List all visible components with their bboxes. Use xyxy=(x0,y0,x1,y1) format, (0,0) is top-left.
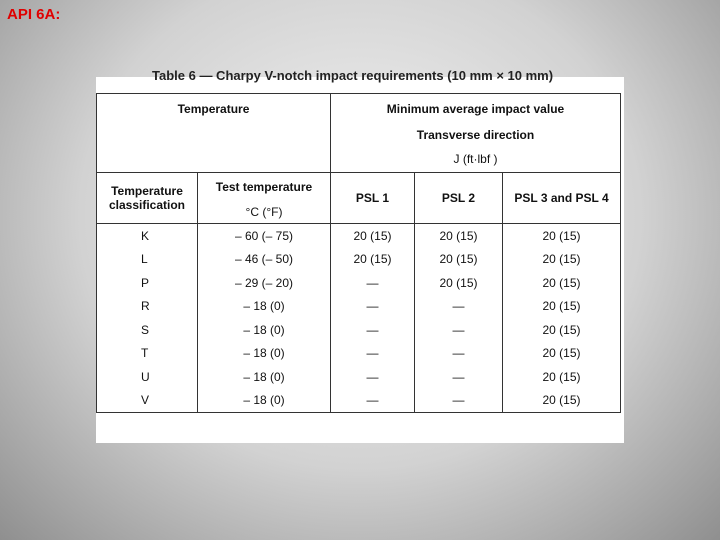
cell-classification: V xyxy=(97,389,198,413)
header-temperature-spacer xyxy=(97,124,331,146)
cell-psl2: — xyxy=(415,295,503,319)
cell-classification: K xyxy=(97,224,198,248)
cell-psl34: 20 (15) xyxy=(503,342,621,366)
header-psl2: PSL 2 xyxy=(415,173,503,224)
cell-psl1: — xyxy=(331,318,415,342)
cell-psl1: — xyxy=(331,342,415,366)
header-test-temperature: Test temperature xyxy=(198,173,331,202)
slide-title: API 6A: xyxy=(7,6,61,23)
table-row xyxy=(97,271,621,295)
cell-test-temperature: – 18 (0) xyxy=(198,342,331,366)
cell-classification: L xyxy=(97,248,198,272)
header-test-temp-units: °C (°F) xyxy=(198,201,331,224)
cell-psl2: — xyxy=(415,342,503,366)
cell-test-temperature: – 18 (0) xyxy=(198,318,331,342)
cell-test-temperature: – 60 (– 75) xyxy=(198,224,331,248)
table-row xyxy=(97,224,621,248)
cell-psl1: 20 (15) xyxy=(331,248,415,272)
cell-psl2: 20 (15) xyxy=(415,271,503,295)
cell-psl34: 20 (15) xyxy=(503,271,621,295)
header-min-avg-impact: Minimum average impact value xyxy=(331,94,621,125)
cell-test-temperature: – 46 (– 50) xyxy=(198,248,331,272)
cell-psl1: — xyxy=(331,389,415,413)
table-caption: Table 6 — Charpy V-notch impact requirements (10 mm × 10 mm) xyxy=(152,68,554,83)
impact-requirements-table xyxy=(96,93,621,413)
cell-psl2: — xyxy=(415,365,503,389)
table-row xyxy=(97,342,621,366)
cell-psl1: 20 (15) xyxy=(331,224,415,248)
cell-psl34: 20 (15) xyxy=(503,318,621,342)
cell-classification: R xyxy=(97,295,198,319)
table-row xyxy=(97,295,621,319)
cell-psl34: 20 (15) xyxy=(503,389,621,413)
cell-classification: P xyxy=(97,271,198,295)
cell-psl34: 20 (15) xyxy=(503,295,621,319)
table-row xyxy=(97,318,621,342)
header-units: J (ft·lbf ) xyxy=(331,146,621,173)
header-transverse-direction: Transverse direction xyxy=(331,124,621,146)
cell-psl34: 20 (15) xyxy=(503,224,621,248)
table-row xyxy=(97,389,621,413)
cell-psl2: — xyxy=(415,318,503,342)
cell-test-temperature: – 29 (– 20) xyxy=(198,271,331,295)
cell-psl2: — xyxy=(415,389,503,413)
cell-psl1: — xyxy=(331,295,415,319)
table-row xyxy=(97,365,621,389)
cell-psl34: 20 (15) xyxy=(503,365,621,389)
header-temp-classification: Temperature classification xyxy=(97,173,198,224)
cell-classification: U xyxy=(97,365,198,389)
cell-psl1: — xyxy=(331,365,415,389)
header-psl1: PSL 1 xyxy=(331,173,415,224)
cell-test-temperature: – 18 (0) xyxy=(198,295,331,319)
charpy-table-image xyxy=(96,68,624,443)
cell-classification: T xyxy=(97,342,198,366)
cell-psl2: 20 (15) xyxy=(415,248,503,272)
cell-psl1: — xyxy=(331,271,415,295)
cell-classification: S xyxy=(97,318,198,342)
header-temperature: Temperature xyxy=(97,94,331,125)
header-psl34: PSL 3 and PSL 4 xyxy=(503,173,621,224)
cell-psl2: 20 (15) xyxy=(415,224,503,248)
cell-test-temperature: – 18 (0) xyxy=(198,389,331,413)
cell-psl34: 20 (15) xyxy=(503,248,621,272)
table-row xyxy=(97,248,621,272)
cell-test-temperature: – 18 (0) xyxy=(198,365,331,389)
header-temperature-spacer-2 xyxy=(97,146,331,173)
